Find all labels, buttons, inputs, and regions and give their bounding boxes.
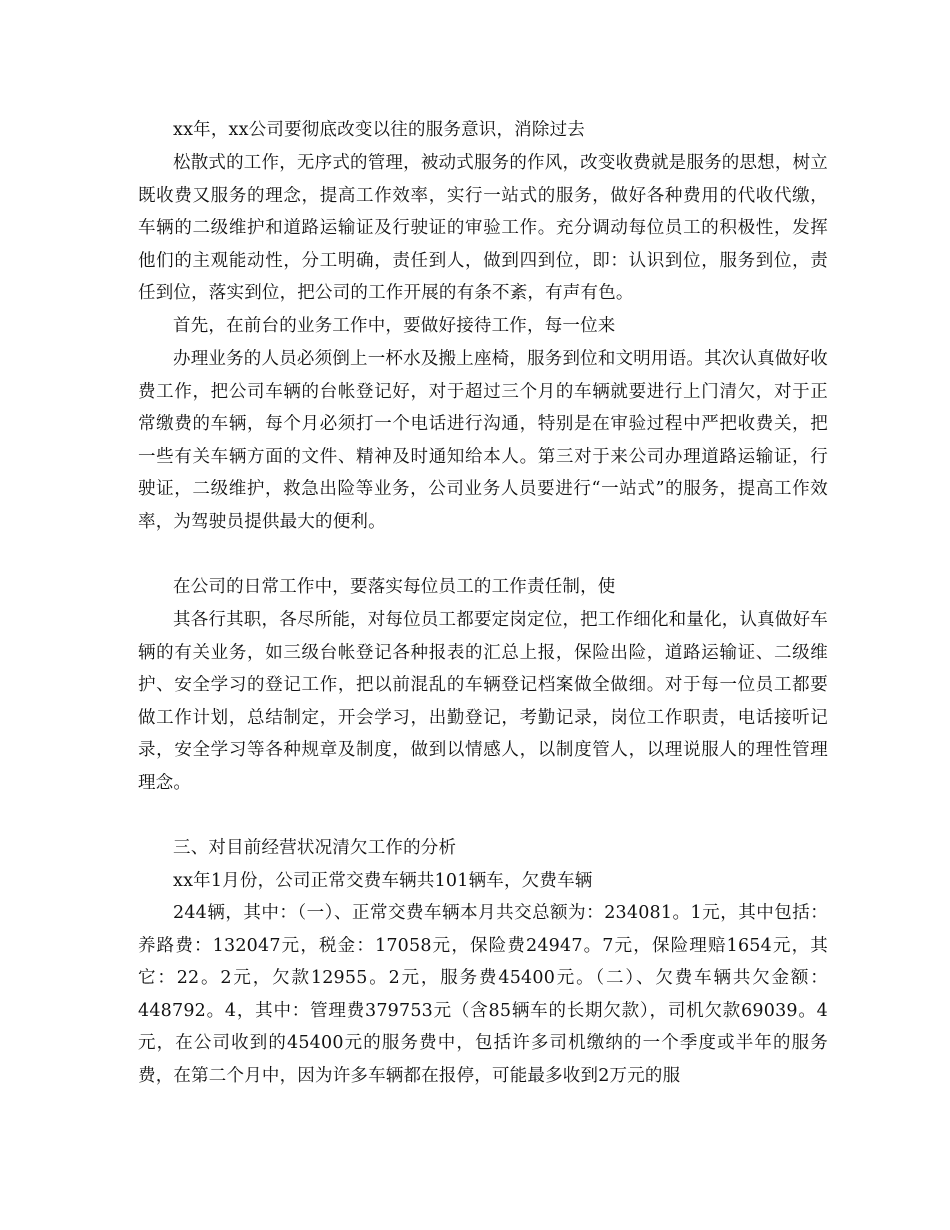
paragraph-daily-work-intro: 在公司的日常工作中，要落实每位员工的工作责任制，使 [173,577,616,597]
paragraph-work-style: 松散式的工作，无序式的管理，被动式服务的作风，改变收费就是服务的思想，树立既收费又服务的理念，提高工作效率，实行一站式的服务，做好各种费用的代收代缴，车辆的二级维护和道路运输证及行驶证的审验工作。充分调动每位员工的积极性，发挥他们的主观能动性，分工明确，责任到人，做到四到位，即：认识到位，服务到位，责任到位，落实到位，把公司的工作开展的有条不紊，有声有色。 [138,153,828,304]
section-heading-analysis: 三、对目前经营状况清欠工作的分析 [173,838,457,858]
paragraph-front-desk: 办理业务的人员必须倒上一杯水及搬上座椅，服务到位和文明用语。其次认真做好收费工作，把公司车辆的台帐登记好，对于超过三个月的车辆就要进行上门清欠，对于正常缴费的车辆，每个月必须打一个电话进行沟通，特别是在审验过程中严把收费关，把一些有关车辆方面的文件、精神及时通知给本人。第三对于来公司办理道路运输证，行驶证，二级维护，救急出险等业务，公司业务人员要进行“一站式”的服务，提高工作效率，为驾驶员提供最大的便利。 [138,349,828,532]
paragraph-daily-work: 其各行其职，各尽所能，对每位员工都要定岗定位，把工作细化和量化，认真做好车辆的有关业务，如三级台帐登记各种报表的汇总上报，保险出险，道路运输证、二级维护、安全学习的登记工作，把以前混乱的车辆登记档案做全做细。对于每一位员工都要做工作计划，总结制定，开会学习，出勤登记，考勤记录，岗位工作职责，电话接听记录，安全学习等各种规章及制度，做到以情感人，以制度管人，以理说服人的理性管理理念。 [138,610,828,793]
paragraph-payment-details: 244辆，其中：（一）、正常交费车辆本月共交总额为：234081。1元，其中包括：养路费：132047元，税金：17058元，保险费24947。7元，保险理赔1654元，其它：22。2元，欠款12955。2元，服务费45400元。（二）、欠费车辆共欠金额：448792。4，其中：管理费379753元（含85辆车的长期欠款），司机欠款69039。4元，在公司收到的45400元的服务费中，包括许多司机缴纳的一个季度或半年的服务费，在第二个月中，因为许多车辆都在报停，可能最多收到2万元的服 [138,903,828,1086]
paragraph-front-desk-intro: 首先，在前台的业务工作中，要做好接待工作，每一位来 [173,316,616,336]
paragraph-intro: xx年，xx公司要彻底改变以往的服务意识，消除过去 [173,120,585,140]
paragraph-january-summary: xx年1月份，公司正常交费车辆共101辆车，欠费车辆 [173,871,593,891]
